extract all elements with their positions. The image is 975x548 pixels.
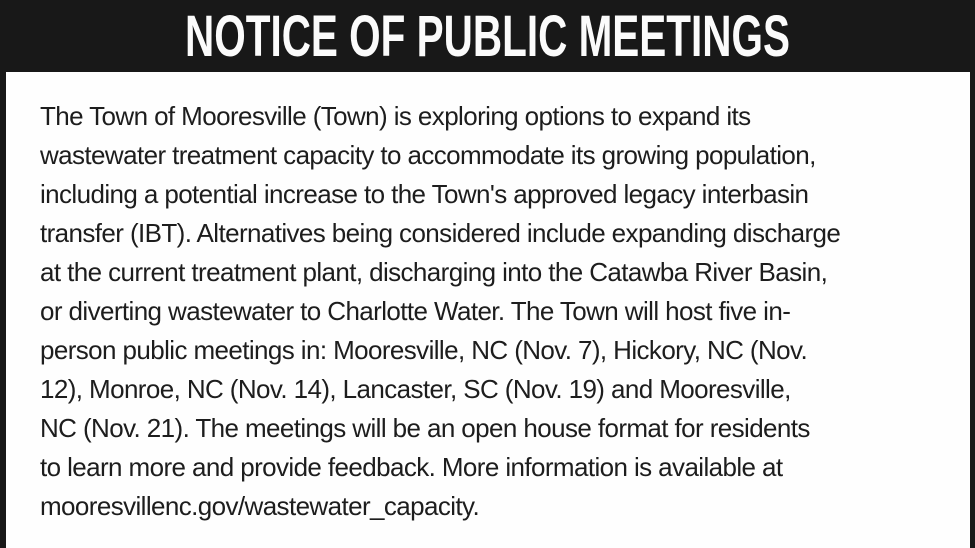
notice-title-graphic [0,0,975,72]
body-line: or diverting wastewater to Charlotte Water. The Town will host five in- [40,296,791,326]
notice-header-band [0,0,975,72]
body-line: NC (Nov. 21). The meetings will be an open house format for residents [40,413,810,443]
notice-title: NOTICE OF PUBLIC MEETINGS [185,4,790,69]
body-line: The Town of Mooresville (Town) is exploring options to expand its [40,101,751,131]
body-line: to learn more and provide feedback. More information is available at [40,452,783,482]
body-line: wastewater treatment capacity to accommodate its growing population, [40,140,816,170]
body-line: transfer (IBT). Alternatives being considered include expanding discharge [40,218,841,248]
body-line: person public meetings in: Mooresville, NC (Nov. 7), Hickory, NC (Nov. [40,335,808,365]
body-line: at the current treatment plant, discharging into the Catawba River Basin, [40,257,828,287]
notice-body [0,72,975,548]
notice-website-line: mooresvillenc.gov/wastewater_capacity. [40,491,480,521]
body-line: including a potential increase to the Town's approved legacy interbasin [40,179,809,209]
body-line: 12), Monroe, NC (Nov. 14), Lancaster, SC (Nov. 19) and Mooresville, [40,374,791,404]
